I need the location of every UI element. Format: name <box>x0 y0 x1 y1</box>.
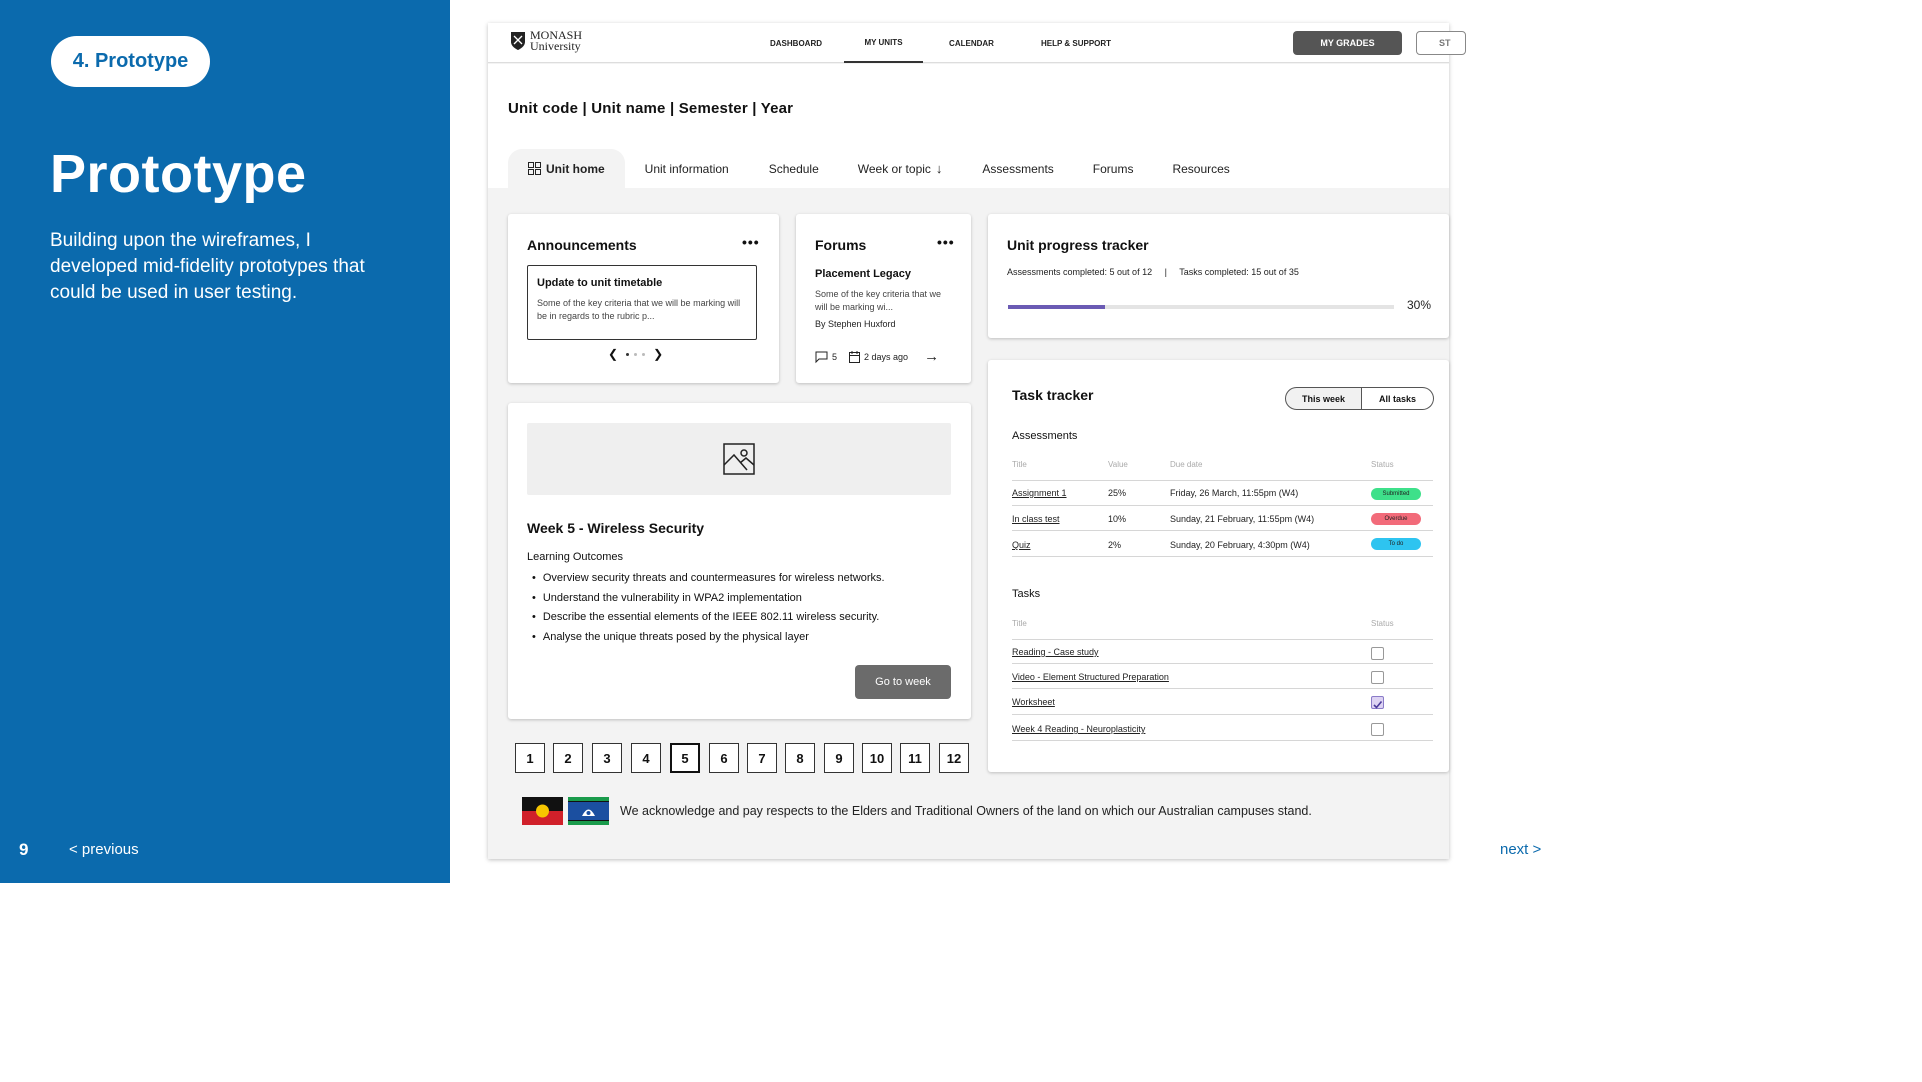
assessment-value: 25% <box>1108 488 1127 498</box>
learning-outcome: • Overview security threats and countermeasures for wireless networks. <box>532 569 885 589</box>
tab-unit-information[interactable]: Unit information <box>644 161 729 176</box>
column-header: Status <box>1371 619 1394 628</box>
unit-tabs <box>508 149 1230 188</box>
unit-title: Unit code | Unit name | Semester | Year <box>508 100 794 117</box>
announcement-item[interactable] <box>527 265 757 340</box>
cut-off-button[interactable]: ST <box>1416 31 1466 55</box>
task-tracker-card <box>988 360 1449 772</box>
pager-dot[interactable] <box>626 353 629 356</box>
check-icon <box>1372 699 1383 710</box>
tab-week-or-topic[interactable] <box>858 149 943 188</box>
section-pill: 4. Prototype <box>51 36 210 87</box>
nav-help-support[interactable]: HELP & SUPPORT <box>1040 38 1112 48</box>
assessment-title[interactable]: Quiz <box>1012 540 1031 550</box>
assessment-due: Sunday, 20 February, 4:30pm (W4) <box>1170 540 1310 550</box>
progress-card <box>988 214 1449 338</box>
learning-outcome: • Understand the vulnerability in WPA2 implementation <box>532 589 885 609</box>
this-week-toggle[interactable]: This week <box>1285 387 1362 410</box>
top-navbar <box>488 23 1449 63</box>
forums-card <box>796 214 971 383</box>
status-badge: To do <box>1371 538 1421 550</box>
week-button-5[interactable]: 5 <box>670 743 700 773</box>
logo-line2: University <box>530 39 581 53</box>
slide-description: Building upon the wireframes, I developed mid-fidelity prototypes that could be used in user testing. <box>50 230 365 303</box>
acknowledgement-text: We acknowledge and pay respects to the Elders and Traditional Owners of the land on which our Australian campuses stand. <box>620 804 1312 818</box>
shield-icon <box>510 31 526 51</box>
task-checkbox[interactable] <box>1371 671 1384 684</box>
week-button-3[interactable]: 3 <box>592 743 622 773</box>
next-link[interactable]: next > <box>1500 841 1542 858</box>
pager-dot[interactable] <box>642 353 645 356</box>
prototype-mockup <box>488 23 1449 859</box>
chevron-right-icon[interactable]: ❯ <box>653 347 664 361</box>
grid-icon <box>528 162 541 175</box>
task-tracker-title: Task tracker <box>1012 387 1094 403</box>
pager-dot[interactable] <box>634 353 637 356</box>
tab-label: Unit home <box>546 161 605 176</box>
slide-title: Prototype <box>50 144 307 204</box>
week-button-7[interactable]: 7 <box>747 743 777 773</box>
chevron-left-icon[interactable]: ❮ <box>608 347 619 361</box>
week-button-11[interactable]: 11 <box>900 743 930 773</box>
all-tasks-toggle[interactable]: All tasks <box>1362 387 1434 410</box>
column-header: Title <box>1012 460 1027 469</box>
calendar-icon <box>849 351 860 363</box>
week-button-1[interactable]: 1 <box>515 743 545 773</box>
task-title[interactable]: Worksheet <box>1012 697 1055 707</box>
arrow-down-icon: ↓ <box>935 161 943 176</box>
tab-schedule[interactable]: Schedule <box>768 161 819 176</box>
forum-post-author: By Stephen Huxford <box>815 319 896 329</box>
image-icon <box>723 443 755 475</box>
learning-outcomes-list <box>532 569 885 647</box>
forum-post-title[interactable]: Placement Legacy <box>815 268 911 280</box>
task-checkbox[interactable] <box>1371 723 1384 736</box>
more-options-icon[interactable]: ••• <box>742 234 760 250</box>
week-title: Week 5 - Wireless Security <box>527 520 705 536</box>
more-options-icon[interactable]: ••• <box>937 234 955 250</box>
column-header: Title <box>1012 619 1027 628</box>
my-grades-button[interactable]: MY GRADES <box>1293 31 1402 55</box>
progress-summary: Assessments completed: 5 out of 12 | Tasks completed: 15 out of 35 <box>1007 267 1299 277</box>
tab-forums[interactable]: Forums <box>1092 161 1134 176</box>
announcement-body: Some of the key criteria that we will be marking will be in regards to the rubric p... <box>537 298 741 321</box>
nav-dashboard[interactable]: DASHBOARD <box>770 38 822 48</box>
nav-my-units[interactable]: MY UNITS <box>844 23 923 63</box>
assessment-title[interactable]: In class test <box>1012 514 1060 524</box>
announcement-title: Update to unit timetable <box>537 277 663 289</box>
forum-post-body: Some of the key criteria that we will be marking wi... <box>815 289 942 312</box>
logo-line1: MONASH <box>530 28 583 42</box>
tab-label: Week or topic <box>857 161 931 176</box>
column-header: Value <box>1108 460 1128 469</box>
tab-resources[interactable]: Resources <box>1172 161 1230 176</box>
week-button-9[interactable]: 9 <box>824 743 854 773</box>
acknowledgement <box>522 797 1312 825</box>
comment-icon <box>815 351 828 363</box>
week-button-8[interactable]: 8 <box>785 743 815 773</box>
pager-dots <box>626 353 645 356</box>
nav-calendar[interactable]: CALENDAR <box>949 38 994 48</box>
learning-outcomes-label: Learning Outcomes <box>527 551 623 563</box>
progress-percent: 30% <box>1407 298 1432 312</box>
torres-strait-flag-icon <box>568 797 609 825</box>
column-header: Status <box>1371 460 1394 469</box>
assessment-due: Sunday, 21 February, 11:55pm (W4) <box>1170 514 1315 524</box>
task-title[interactable]: Video - Element Structured Preparation <box>1012 672 1169 682</box>
task-checkbox[interactable] <box>1371 647 1384 660</box>
assessment-title[interactable]: Assignment 1 <box>1012 488 1067 498</box>
status-badge: Overdue <box>1371 513 1421 525</box>
comment-count: 5 <box>832 351 838 362</box>
progress-title: Unit progress tracker <box>1007 237 1149 253</box>
task-title[interactable]: Week 4 Reading - Neuroplasticity <box>1012 724 1146 734</box>
week-button-10[interactable]: 10 <box>862 743 892 773</box>
progress-fill <box>1008 305 1105 309</box>
left-panel <box>0 0 450 883</box>
page-number: 9 <box>19 840 29 859</box>
week-button-6[interactable]: 6 <box>709 743 739 773</box>
posted-time: 2 days ago <box>864 351 909 362</box>
assessment-value: 2% <box>1108 540 1122 550</box>
tasks-label: Tasks <box>1012 588 1041 600</box>
assessment-value: 10% <box>1108 514 1127 524</box>
announcement-pager <box>608 347 663 361</box>
learning-outcome: • Describe the essential elements of the IEEE 802.11 wireless security. <box>532 608 885 628</box>
forums-title: Forums <box>815 237 867 253</box>
task-filter-toggle <box>1285 387 1434 410</box>
image-placeholder <box>527 423 951 495</box>
announcements-title: Announcements <box>527 237 637 253</box>
arrow-right-icon[interactable]: → <box>924 348 940 365</box>
assessment-due: Friday, 26 March, 11:55pm (W4) <box>1170 488 1299 498</box>
learning-outcome: • Analyse the unique threats posed by the physical layer <box>532 628 885 648</box>
tab-unit-home[interactable] <box>508 149 625 188</box>
go-to-week-button[interactable]: Go to week <box>855 665 951 699</box>
week-button-2[interactable]: 2 <box>553 743 583 773</box>
tab-assessments[interactable]: Assessments <box>982 161 1054 176</box>
column-header: Due date <box>1170 460 1203 469</box>
week-card <box>508 403 971 719</box>
progress-bar <box>1008 305 1394 309</box>
previous-link[interactable]: < previous <box>69 841 139 858</box>
announcements-card <box>508 214 779 383</box>
aboriginal-flag-icon <box>522 797 563 825</box>
task-checkbox-checked[interactable] <box>1371 696 1384 709</box>
task-title[interactable]: Reading - Case study <box>1012 647 1099 657</box>
monash-logo[interactable] <box>510 30 582 52</box>
week-button-12[interactable]: 12 <box>939 743 969 773</box>
week-button-4[interactable]: 4 <box>631 743 661 773</box>
status-badge: Submitted <box>1371 488 1421 500</box>
unit-header <box>488 64 1449 188</box>
forum-post-meta <box>815 348 939 365</box>
assessments-label: Assessments <box>1012 430 1078 442</box>
